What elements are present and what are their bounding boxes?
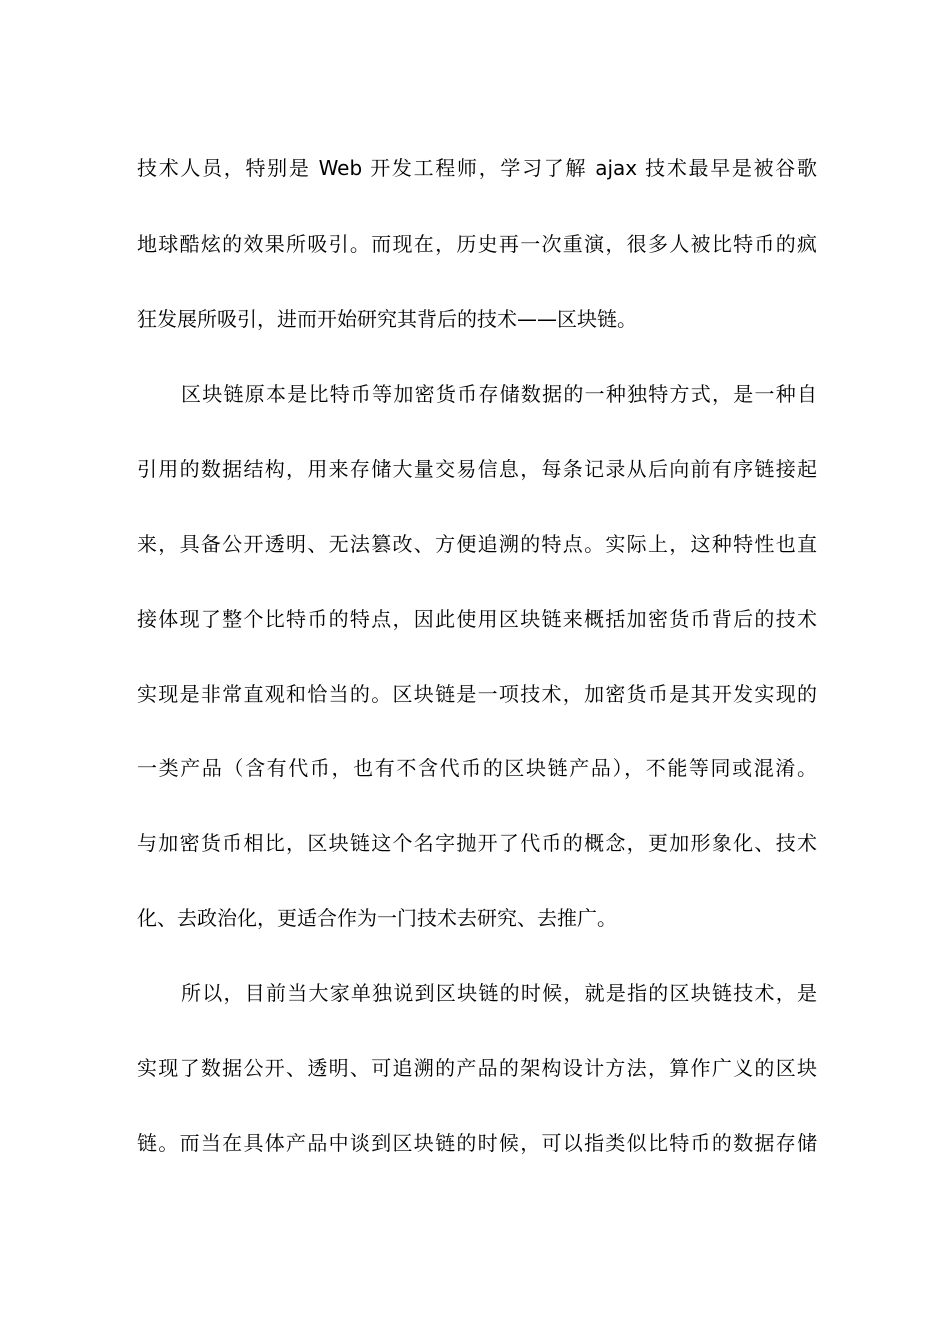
paragraph-1-line-1: 技术人员，特别是 Web 开发工程师，学习了解 ajax 技术最早是被谷歌 xyxy=(137,156,817,180)
paragraph-2-line-4: 接体现了整个比特币的特点，因此使用区块链来概括加密货币背后的技术 xyxy=(137,607,817,631)
paragraph-2-line-2: 引用的数据结构，用来存储大量交易信息，每条记录从后向前有序链接起 xyxy=(137,457,817,481)
paragraph-2-line-7: 与加密货币相比，区块链这个名字抛开了代币的概念，更加形象化、技术 xyxy=(137,831,817,855)
paragraph-2-line-3: 来，具备公开透明、无法篡改、方便追溯的特点。实际上，这种特性也直 xyxy=(137,532,817,556)
paragraph-2-line-1: 区块链原本是比特币等加密货币存储数据的一种独特方式，是一种自 xyxy=(181,382,817,406)
paragraph-2-line-5: 实现是非常直观和恰当的。区块链是一项技术，加密货币是其开发实现的 xyxy=(137,682,817,706)
paragraph-1-line-3: 狂发展所吸引，进而开始研究其背后的技术——区块链。 xyxy=(137,307,637,331)
paragraph-1-line-2: 地球酷炫的效果所吸引。而现在，历史再一次重演，很多人被比特币的疯 xyxy=(137,232,817,256)
paragraph-3-line-2: 实现了数据公开、透明、可追溯的产品的架构设计方法，算作广义的区块 xyxy=(137,1056,817,1080)
paragraph-3-line-3: 链。而当在具体产品中谈到区块链的时候，可以指类似比特币的数据存储 xyxy=(137,1131,817,1155)
paragraph-3-line-1: 所以，目前当大家单独说到区块链的时候，就是指的区块链技术，是 xyxy=(181,981,817,1005)
paragraph-2-line-8: 化、去政治化，更适合作为一门技术去研究、去推广。 xyxy=(137,906,617,930)
paragraph-2-line-6: 一类产品（含有代币，也有不含代币的区块链产品），不能等同或混淆。 xyxy=(137,756,817,780)
